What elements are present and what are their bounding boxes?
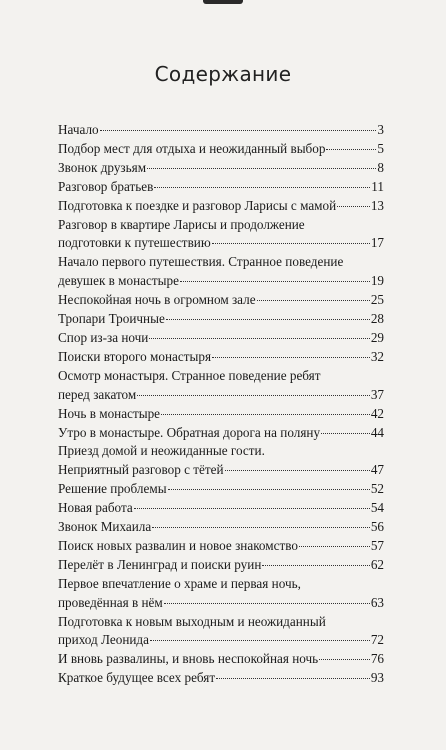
toc-entry[interactable] [58,613,384,651]
toc-entry-leader-line [58,329,384,348]
toc-page-number: 72 [370,632,384,648]
toc-entry-leader-line [58,499,384,518]
toc-entry-title-line: Тропари Троичные [58,311,165,327]
toc-entry[interactable] [58,518,384,537]
dot-leader [166,319,370,320]
toc-entry-leader-line [58,631,384,650]
toc-entry[interactable] [58,442,384,480]
toc-entry-leader-line [58,178,384,197]
toc-entry-title-line: Подготовка к поездке и разговор Ларисы с мамой [58,197,337,213]
toc-entry-leader-line [58,556,384,575]
toc-entry-title-line: подготовки к путешествию [58,235,211,251]
toc-page-number: 62 [370,556,384,572]
toc-entry-title-line: Утро в монастыре. Обратная дорога на поляну [58,424,321,440]
toc-page-number: 47 [370,462,384,478]
page-title: Содержание [154,62,292,86]
dot-leader [319,659,370,660]
toc-entry-title-line: Решение проблемы [58,481,167,497]
toc-page-number: 42 [370,405,384,421]
dot-leader [299,546,370,547]
toc-entry-title-line: Новая работа [58,500,133,516]
toc-page-number: 8 [377,159,384,175]
dot-leader [161,414,370,415]
toc-page-number: 57 [370,537,384,553]
toc-page-number: 17 [370,235,384,251]
toc-entry[interactable] [58,197,384,216]
toc-entry-leader-line [58,121,384,140]
toc-entry-title-line: Первое впечатление о храме и первая ночь, [58,575,301,591]
toc-entry-leader-line [58,518,384,537]
dot-leader [212,357,370,358]
dot-leader [154,187,370,188]
toc-entry[interactable] [58,329,384,348]
toc-entry-title-line: Приезд домой и неожиданные гости. [58,443,265,459]
toc-entry[interactable] [58,121,384,140]
dot-leader [212,243,370,244]
toc-entry[interactable] [58,575,384,613]
toc-page-number: 28 [370,311,384,327]
toc-entry-leader-line [58,650,384,669]
toc-entry[interactable] [58,253,384,291]
toc-entry-leader-line [58,669,384,688]
table-of-contents [58,121,384,688]
toc-entry[interactable] [58,650,384,669]
toc-entry-title-line: Начало [58,122,99,137]
toc-entry-title-line: Спор из-за ночи [58,329,149,345]
toc-entry-leader-line [58,480,384,499]
toc-entry-title-line: И вновь развалины, и вновь неспокойная ночь [58,651,319,667]
toc-entry[interactable] [58,499,384,518]
dot-leader [180,281,370,282]
toc-page-number: 56 [370,519,384,535]
dot-leader [164,603,370,604]
toc-entry-leader-line [58,159,384,178]
toc-entry-leader-line [58,310,384,329]
toc-entry-title-line: Неприятный разговор с тётей [58,462,224,478]
toc-entry[interactable] [58,556,384,575]
dot-leader [150,640,370,641]
dot-leader [257,300,370,301]
toc-entry-leader-line [58,291,384,310]
toc-page-number: 76 [370,651,384,667]
toc-entry-title-line: Звонок друзьям [58,159,147,175]
dot-leader [100,130,377,131]
toc-entry-title-line: Ночь в монастыре [58,405,161,421]
toc-page-number: 25 [370,292,384,308]
toc-entry[interactable] [58,291,384,310]
toc-entry-title-line: Краткое будущее всех ребят [58,670,216,686]
toc-entry[interactable] [58,140,384,159]
toc-entry[interactable] [58,537,384,556]
toc-page-number: 52 [370,481,384,497]
toc-entry-title-line: Подбор мест для отдыха и неожиданный выбор [58,140,326,156]
toc-entry-leader-line [58,461,384,480]
toc-entry-leader-line [58,594,384,613]
toc-entry-title-line: проведённая в нём [58,594,163,610]
toc-entry-leader-line [58,405,384,424]
toc-entry-leader-line [58,140,384,159]
toc-entry-title-line: перед закатом [58,386,137,402]
dot-leader [137,395,370,396]
dot-leader [147,168,376,169]
toc-entry-title-line: Осмотр монастыря. Странное поведение ребят [58,367,321,383]
toc-entry-title-line: Разговор братьев [58,178,154,194]
toc-page-number: 44 [370,424,384,440]
dot-leader [216,678,370,679]
toc-entry[interactable] [58,348,384,367]
dot-leader [134,508,370,509]
toc-page-number: 37 [370,386,384,402]
toc-page-number: 13 [370,197,384,213]
toc-entry-title-line: Подготовка к новым выходным и неожиданный [58,613,326,629]
toc-page-number: 5 [377,140,384,156]
toc-entry-leader-line [58,272,384,291]
toc-entry-title-line: Поиск новых развалин и новое знакомство [58,537,298,553]
page-top-mark [203,0,243,4]
toc-entry[interactable] [58,159,384,178]
toc-page-number: 19 [370,273,384,289]
toc-entry[interactable] [58,178,384,197]
toc-entry-title-line: Начало первого путешествия. Странное поведение [58,254,344,270]
toc-entry-title-line: Поиски второго монастыря [58,348,212,364]
toc-entry[interactable] [58,405,384,424]
toc-entry-title-line: Звонок Михаила [58,519,152,535]
toc-entry[interactable] [58,367,384,405]
toc-page-number: 63 [370,594,384,610]
dot-leader [321,433,370,434]
toc-entry[interactable] [58,424,384,443]
dot-leader [168,489,370,490]
toc-entry-title-line: девушек в монастыре [58,273,179,289]
toc-page-number: 11 [371,178,384,194]
toc-entry[interactable] [58,669,384,688]
toc-entry-title-line: приход Леонида [58,632,149,648]
toc-entry[interactable] [58,216,384,254]
toc-entry-leader-line [58,386,384,405]
toc-page-number: 32 [370,348,384,364]
toc-entry-leader-line [58,424,384,443]
toc-entry-leader-line [58,197,384,216]
toc-entry-leader-line [58,537,384,556]
dot-leader [152,527,370,528]
toc-entry-leader-line [58,348,384,367]
toc-page-number: 29 [370,329,384,345]
toc-page-number: 93 [370,670,384,686]
toc-entry-leader-line [58,234,384,253]
toc-page-number: 3 [377,122,384,137]
toc-entry-title-line: Перелёт в Ленинград и поиски руин [58,556,262,572]
dot-leader [149,338,369,339]
dot-leader [337,206,370,207]
toc-entry[interactable] [58,310,384,329]
dot-leader [262,565,369,566]
dot-leader [326,149,376,150]
dot-leader [225,470,370,471]
toc-entry-title-line: Разговор в квартире Ларисы и продолжение [58,216,305,232]
toc-entry[interactable] [58,480,384,499]
toc-entry-title-line: Неспокойная ночь в огромном зале [58,292,256,308]
toc-page-number: 54 [370,500,384,516]
